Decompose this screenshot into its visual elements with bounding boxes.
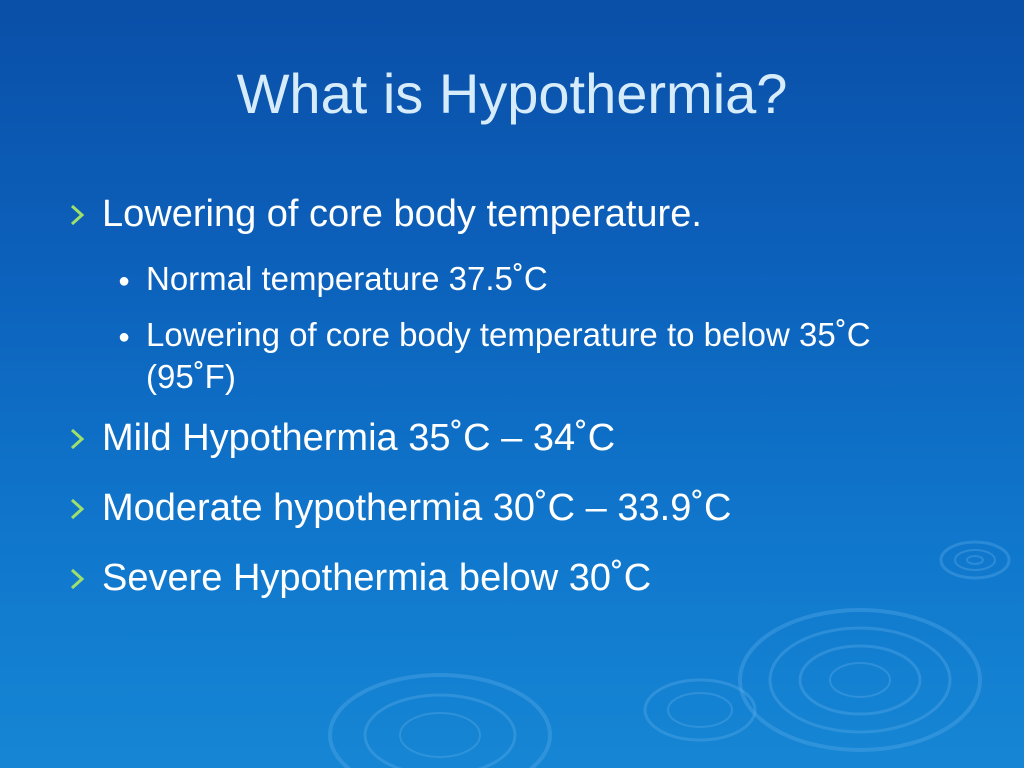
bullet-text: Severe Hypothermia below 30˚C [102, 557, 652, 599]
bullet-item [62, 552, 962, 604]
sub-bullet-list [62, 258, 962, 398]
arrow-right-icon [64, 566, 90, 592]
sub-bullet-text: Lowering of core body temperature to below 35˚C (95˚F) [146, 316, 871, 395]
bullet-text: Mild Hypothermia 35˚C – 34˚C [102, 417, 616, 459]
bullet-item [62, 188, 962, 240]
sub-bullet-item [62, 258, 962, 300]
bullet-list [62, 188, 962, 622]
sub-bullet-item [62, 314, 962, 398]
dot-icon: ● [118, 326, 131, 348]
bullet-text: Moderate hypothermia 30˚C – 33.9˚C [102, 487, 732, 529]
dot-icon: ● [118, 270, 131, 292]
bullet-item [62, 412, 962, 464]
arrow-right-icon [64, 426, 90, 452]
arrow-right-icon [64, 202, 90, 228]
bullet-item [62, 482, 962, 534]
slide-title: What is Hypothermia? [236, 62, 788, 125]
bullet-text: Lowering of core body temperature. [102, 193, 702, 235]
arrow-right-icon [64, 496, 90, 522]
sub-bullet-text: Normal temperature 37.5˚C [146, 260, 548, 297]
